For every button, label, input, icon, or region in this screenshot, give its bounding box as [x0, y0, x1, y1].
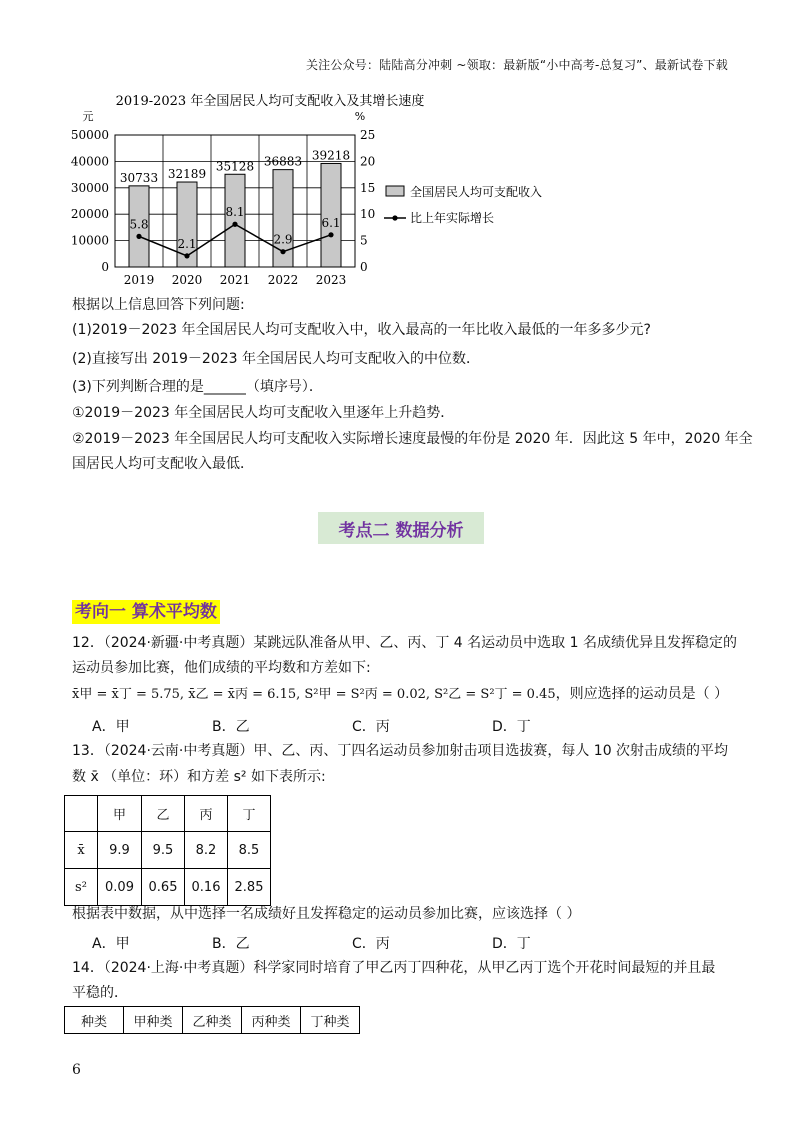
table-header-cell: 丁: [228, 796, 271, 832]
x-tick-label: 2020: [171, 273, 203, 287]
left-tick-label: 30000: [70, 180, 109, 195]
bar-data-label: 35128: [215, 159, 255, 174]
growth-data-label: 2.9: [273, 232, 293, 247]
growth-point: [136, 234, 141, 239]
q14-table: [64, 1006, 360, 1034]
bar-data-label: 30733: [119, 170, 159, 185]
q14-line1: 14．（2024·上海·中考真题）科学家同时培育了甲乙丙丁四种花，从甲乙丙丁选个开花时间最短的并且最: [72, 960, 716, 976]
q12-option-d[interactable]: D．丁: [492, 719, 531, 735]
q13-line2: 数 x̄ （单位：环）和方差 s² 如下表所示:: [72, 769, 326, 785]
right-tick-label: 10: [360, 207, 376, 222]
y-axis-right-unit: %: [354, 110, 366, 123]
left-tick-label: 40000: [70, 154, 109, 169]
x-tick-label: 2023: [315, 273, 347, 287]
table-header-cell: 丙: [185, 796, 228, 832]
table-header-cell: 甲: [98, 796, 142, 832]
table-cell: 2.85: [228, 869, 271, 906]
page-number: 6: [72, 1062, 81, 1078]
table-header-cell: 甲种类: [124, 1007, 183, 1034]
right-tick-label: 20: [360, 154, 376, 169]
section-title: 考点二 数据分析: [318, 512, 484, 544]
q12-option-b[interactable]: B．乙: [212, 719, 250, 735]
q12-formula: x̄甲 = x̄丁 = 5.75, x̄乙 = x̄丙 = 6.15, S²甲 = S²丙 = 0.02, S²乙 = S²丁 = 0.45: [72, 687, 556, 702]
q11-part1: (1)2019－2023 年全国居民人均可支配收入中，收入最高的一年比收入最低的一年多多少元?: [72, 322, 651, 338]
table-header-cell: 乙: [142, 796, 185, 832]
q13-after: 根据表中数据，从中选择一名成绩好且发挥稳定的运动员参加比赛，应该选择（ ）: [72, 906, 581, 922]
q11-part2: (2)直接写出 2019－2023 年全国居民人均可支配收入的中位数．: [72, 351, 480, 367]
legend-bar-label: 全国居民人均可支配收入: [410, 185, 543, 199]
q13-option-b[interactable]: B．乙: [212, 936, 250, 952]
table-cell: x̄: [65, 832, 98, 869]
growth-data-label: 6.1: [321, 215, 341, 230]
q13-option-a[interactable]: A．甲: [92, 936, 130, 952]
table-cell: 0.16: [185, 869, 228, 906]
table-row: [65, 869, 271, 906]
topic-heading: 考向一 算术平均数: [72, 600, 220, 624]
table-header-cell: [65, 796, 98, 832]
table-cell: 8.5: [228, 832, 271, 869]
q13-line1: 13．（2024·云南·中考真题）甲、乙、丙、丁四名运动员参加射击项目选拔赛，每人 10 次射击成绩的平均: [72, 743, 729, 759]
table-cell: 0.09: [98, 869, 142, 906]
left-tick-label: 0: [101, 260, 109, 274]
legend-line-label: 比上年实际增长: [410, 211, 495, 225]
q12-line2: 运动员参加比赛，他们成绩的平均数和方差如下:: [72, 660, 371, 676]
bar-data-label: 32189: [167, 167, 207, 182]
q11-choice2-line2: 国居民人均可支配收入最低．: [72, 456, 254, 472]
table-cell: 8.2: [185, 832, 228, 869]
growth-data-label: 8.1: [225, 205, 245, 220]
q12-line1: 12．（2024·新疆·中考真题）某跳远队准备从甲、乙、丙、丁 4 名运动员中选取 1 名成绩优异且发挥稳定的: [72, 635, 737, 651]
right-tick-label: 25: [360, 128, 376, 142]
legend-line-marker: [392, 215, 397, 220]
q12-option-c[interactable]: C．丙: [352, 719, 390, 735]
table-header-cell: 丙种类: [242, 1007, 301, 1034]
bar-data-label: 36883: [263, 154, 303, 169]
income-chart: [60, 88, 580, 293]
growth-data-label: 5.8: [129, 217, 149, 232]
q11-intro: 根据以上信息回答下列问题:: [72, 297, 245, 313]
table-cell: s²: [65, 869, 98, 906]
right-tick-label: 5: [360, 233, 368, 248]
q11-choice1: ①2019－2023 年全国居民人均可支配收入里逐年上升趋势．: [72, 405, 455, 421]
q12-formula-row: [72, 684, 728, 705]
left-tick-label: 50000: [70, 128, 109, 142]
growth-point: [328, 232, 333, 237]
q11-choice2-line1: ②2019－2023 年全国居民人均可支配收入实际增长速度最慢的年份是 2020 年．因此这 5 年中，2020 年全: [72, 431, 753, 447]
table-cell: 9.9: [98, 832, 142, 869]
table-header-cell: 丁种类: [301, 1007, 360, 1034]
table-header-cell: 乙种类: [183, 1007, 242, 1034]
table-cell: 0.65: [142, 869, 185, 906]
right-tick-label: 15: [360, 180, 376, 195]
q14-line2: 平稳的．: [72, 985, 128, 1001]
growth-point: [232, 222, 237, 227]
y-axis-left-unit: 元: [82, 110, 94, 123]
table-row: [65, 832, 271, 869]
q12-tail: ，则应选择的运动员是（ ）: [555, 686, 729, 702]
x-tick-label: 2021: [219, 273, 251, 287]
growth-point: [184, 253, 189, 258]
x-tick-label: 2019: [123, 273, 155, 287]
bar-data-label: 39218: [311, 148, 351, 163]
left-tick-label: 10000: [70, 233, 109, 248]
q13-option-d[interactable]: D．丁: [492, 936, 531, 952]
table-row: [65, 796, 271, 832]
q13-table: [64, 795, 271, 906]
left-tick-label: 20000: [70, 207, 109, 222]
bar: [225, 174, 245, 267]
table-cell: 9.5: [142, 832, 185, 869]
q13-option-c[interactable]: C．丙: [352, 936, 390, 952]
right-tick-label: 0: [360, 260, 368, 274]
growth-point: [280, 249, 285, 254]
q11-part3: (3)下列判断合理的是______（填序号）．: [72, 379, 323, 395]
table-row: [65, 1007, 360, 1034]
table-header-cell: 种类: [65, 1007, 124, 1034]
growth-data-label: 2.1: [177, 236, 197, 251]
header-banner: 关注公众号：陆陆高分冲刺 ~领取：最新版“小中高考-总复习”、最新试卷下载: [305, 58, 728, 72]
legend-bar-swatch: [386, 186, 404, 196]
q12-option-a[interactable]: A．甲: [92, 719, 130, 735]
chart-title: 2019-2023 年全国居民人均可支配收入及其增长速度: [115, 94, 425, 109]
x-tick-label: 2022: [267, 273, 299, 287]
